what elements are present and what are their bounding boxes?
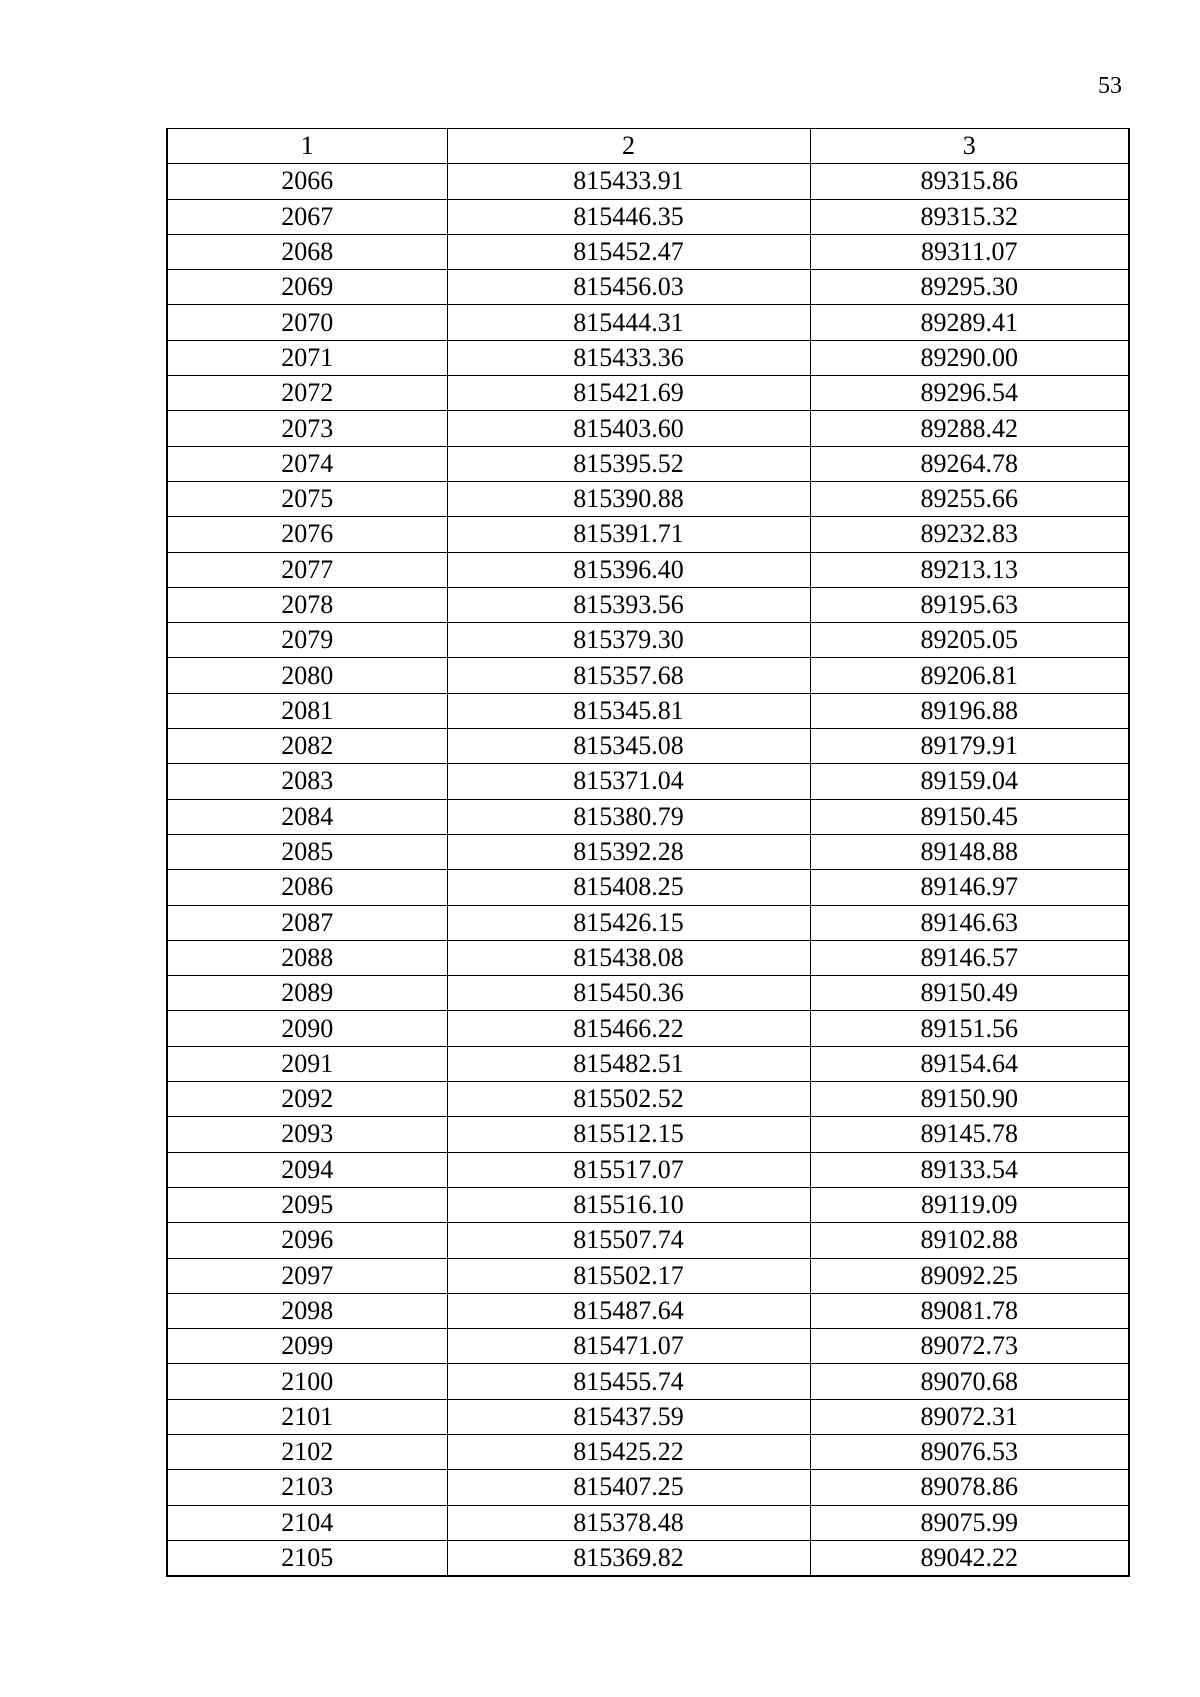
table-row [167, 658, 1129, 693]
x-coordinate-cell: 815425.22 [447, 1434, 810, 1469]
point-number-cell: 2069 [167, 270, 447, 305]
table-row [167, 1399, 1129, 1434]
point-number-cell: 2082 [167, 729, 447, 764]
x-coordinate-cell: 815345.08 [447, 729, 810, 764]
point-number-cell: 2085 [167, 834, 447, 869]
table-row [167, 164, 1129, 199]
table-row [167, 481, 1129, 516]
y-coordinate-cell: 89311.07 [810, 234, 1129, 269]
x-coordinate-cell: 815455.74 [447, 1364, 810, 1399]
point-number-cell: 2087 [167, 905, 447, 940]
x-coordinate-cell: 815421.69 [447, 376, 810, 411]
y-coordinate-cell: 89102.88 [810, 1223, 1129, 1258]
table-row [167, 764, 1129, 799]
page-number: 53 [1098, 73, 1122, 99]
x-coordinate-cell: 815452.47 [447, 234, 810, 269]
y-coordinate-cell: 89315.32 [810, 199, 1129, 234]
header-col-3: 3 [810, 129, 1129, 164]
table-row [167, 199, 1129, 234]
y-coordinate-cell: 89070.68 [810, 1364, 1129, 1399]
table-row [167, 1540, 1129, 1576]
x-coordinate-cell: 815466.22 [447, 1011, 810, 1046]
table-row [167, 976, 1129, 1011]
point-number-cell: 2091 [167, 1046, 447, 1081]
x-coordinate-cell: 815516.10 [447, 1187, 810, 1222]
point-number-cell: 2067 [167, 199, 447, 234]
point-number-cell: 2088 [167, 940, 447, 975]
point-number-cell: 2096 [167, 1223, 447, 1258]
point-number-cell: 2076 [167, 517, 447, 552]
point-number-cell: 2098 [167, 1293, 447, 1328]
table-row [167, 1364, 1129, 1399]
y-coordinate-cell: 89315.86 [810, 164, 1129, 199]
x-coordinate-cell: 815517.07 [447, 1152, 810, 1187]
point-number-cell: 2068 [167, 234, 447, 269]
y-coordinate-cell: 89290.00 [810, 340, 1129, 375]
table-row [167, 517, 1129, 552]
x-coordinate-cell: 815392.28 [447, 834, 810, 869]
x-coordinate-cell: 815437.59 [447, 1399, 810, 1434]
y-coordinate-cell: 89119.09 [810, 1187, 1129, 1222]
y-coordinate-cell: 89148.88 [810, 834, 1129, 869]
table-row [167, 1505, 1129, 1540]
y-coordinate-cell: 89205.05 [810, 623, 1129, 658]
header-col-1: 1 [167, 129, 447, 164]
y-coordinate-cell: 89179.91 [810, 729, 1129, 764]
table-row [167, 1258, 1129, 1293]
table-row [167, 729, 1129, 764]
table-row [167, 552, 1129, 587]
x-coordinate-cell: 815502.17 [447, 1258, 810, 1293]
x-coordinate-cell: 815369.82 [447, 1540, 810, 1576]
y-coordinate-cell: 89042.22 [810, 1540, 1129, 1576]
table-row [167, 340, 1129, 375]
y-coordinate-cell: 89150.90 [810, 1082, 1129, 1117]
table-row [167, 693, 1129, 728]
table-row [167, 623, 1129, 658]
point-number-cell: 2081 [167, 693, 447, 728]
point-number-cell: 2101 [167, 1399, 447, 1434]
point-number-cell: 2090 [167, 1011, 447, 1046]
y-coordinate-cell: 89159.04 [810, 764, 1129, 799]
y-coordinate-cell: 89206.81 [810, 658, 1129, 693]
point-number-cell: 2092 [167, 1082, 447, 1117]
point-number-cell: 2094 [167, 1152, 447, 1187]
y-coordinate-cell: 89150.45 [810, 799, 1129, 834]
header-col-2: 2 [447, 129, 810, 164]
header-row [167, 129, 1129, 164]
x-coordinate-cell: 815502.52 [447, 1082, 810, 1117]
y-coordinate-cell: 89288.42 [810, 411, 1129, 446]
table-row [167, 1011, 1129, 1046]
x-coordinate-cell: 815391.71 [447, 517, 810, 552]
y-coordinate-cell: 89081.78 [810, 1293, 1129, 1328]
table-row [167, 1187, 1129, 1222]
table-body [167, 164, 1129, 1576]
table-row [167, 446, 1129, 481]
point-number-cell: 2079 [167, 623, 447, 658]
point-number-cell: 2099 [167, 1329, 447, 1364]
x-coordinate-cell: 815345.81 [447, 693, 810, 728]
y-coordinate-cell: 89078.86 [810, 1470, 1129, 1505]
point-number-cell: 2105 [167, 1540, 447, 1576]
table-row [167, 305, 1129, 340]
table-row [167, 940, 1129, 975]
y-coordinate-cell: 89295.30 [810, 270, 1129, 305]
table-row [167, 1293, 1129, 1328]
y-coordinate-cell: 89092.25 [810, 1258, 1129, 1293]
table-row [167, 905, 1129, 940]
point-number-cell: 2071 [167, 340, 447, 375]
table-row [167, 834, 1129, 869]
table-row [167, 1117, 1129, 1152]
point-number-cell: 2078 [167, 587, 447, 622]
table-row [167, 1082, 1129, 1117]
y-coordinate-cell: 89146.97 [810, 870, 1129, 905]
point-number-cell: 2097 [167, 1258, 447, 1293]
point-number-cell: 2072 [167, 376, 447, 411]
x-coordinate-cell: 815371.04 [447, 764, 810, 799]
point-number-cell: 2073 [167, 411, 447, 446]
point-number-cell: 2100 [167, 1364, 447, 1399]
point-number-cell: 2089 [167, 976, 447, 1011]
x-coordinate-cell: 815456.03 [447, 270, 810, 305]
x-coordinate-cell: 815482.51 [447, 1046, 810, 1081]
x-coordinate-cell: 815433.91 [447, 164, 810, 199]
x-coordinate-cell: 815426.15 [447, 905, 810, 940]
x-coordinate-cell: 815390.88 [447, 481, 810, 516]
x-coordinate-cell: 815446.35 [447, 199, 810, 234]
x-coordinate-cell: 815512.15 [447, 1117, 810, 1152]
y-coordinate-cell: 89146.63 [810, 905, 1129, 940]
y-coordinate-cell: 89076.53 [810, 1434, 1129, 1469]
point-number-cell: 2083 [167, 764, 447, 799]
y-coordinate-cell: 89150.49 [810, 976, 1129, 1011]
y-coordinate-cell: 89075.99 [810, 1505, 1129, 1540]
table-row [167, 1434, 1129, 1469]
table-header [167, 129, 1129, 164]
x-coordinate-cell: 815378.48 [447, 1505, 810, 1540]
table-row [167, 270, 1129, 305]
point-number-cell: 2102 [167, 1434, 447, 1469]
table-row [167, 1046, 1129, 1081]
x-coordinate-cell: 815444.31 [447, 305, 810, 340]
x-coordinate-cell: 815438.08 [447, 940, 810, 975]
x-coordinate-cell: 815408.25 [447, 870, 810, 905]
x-coordinate-cell: 815379.30 [447, 623, 810, 658]
x-coordinate-cell: 815393.56 [447, 587, 810, 622]
table-row [167, 1152, 1129, 1187]
point-number-cell: 2075 [167, 481, 447, 516]
y-coordinate-cell: 89072.31 [810, 1399, 1129, 1434]
point-number-cell: 2095 [167, 1187, 447, 1222]
table-row [167, 234, 1129, 269]
y-coordinate-cell: 89255.66 [810, 481, 1129, 516]
x-coordinate-cell: 815450.36 [447, 976, 810, 1011]
x-coordinate-cell: 815380.79 [447, 799, 810, 834]
x-coordinate-cell: 815407.25 [447, 1470, 810, 1505]
y-coordinate-cell: 89289.41 [810, 305, 1129, 340]
x-coordinate-cell: 815433.36 [447, 340, 810, 375]
table-row [167, 799, 1129, 834]
point-number-cell: 2070 [167, 305, 447, 340]
point-number-cell: 2066 [167, 164, 447, 199]
y-coordinate-cell: 89154.64 [810, 1046, 1129, 1081]
y-coordinate-cell: 89213.13 [810, 552, 1129, 587]
point-number-cell: 2084 [167, 799, 447, 834]
y-coordinate-cell: 89196.88 [810, 693, 1129, 728]
x-coordinate-cell: 815395.52 [447, 446, 810, 481]
table-row [167, 411, 1129, 446]
x-coordinate-cell: 815396.40 [447, 552, 810, 587]
table-row [167, 1329, 1129, 1364]
y-coordinate-cell: 89232.83 [810, 517, 1129, 552]
table-row [167, 376, 1129, 411]
point-number-cell: 2086 [167, 870, 447, 905]
y-coordinate-cell: 89264.78 [810, 446, 1129, 481]
x-coordinate-cell: 815357.68 [447, 658, 810, 693]
x-coordinate-cell: 815471.07 [447, 1329, 810, 1364]
point-number-cell: 2077 [167, 552, 447, 587]
table-row [167, 1223, 1129, 1258]
y-coordinate-cell: 89151.56 [810, 1011, 1129, 1046]
y-coordinate-cell: 89146.57 [810, 940, 1129, 975]
table-row [167, 587, 1129, 622]
y-coordinate-cell: 89145.78 [810, 1117, 1129, 1152]
table-row [167, 870, 1129, 905]
point-number-cell: 2103 [167, 1470, 447, 1505]
x-coordinate-cell: 815487.64 [447, 1293, 810, 1328]
point-number-cell: 2104 [167, 1505, 447, 1540]
y-coordinate-cell: 89195.63 [810, 587, 1129, 622]
point-number-cell: 2074 [167, 446, 447, 481]
point-number-cell: 2093 [167, 1117, 447, 1152]
y-coordinate-cell: 89133.54 [810, 1152, 1129, 1187]
y-coordinate-cell: 89072.73 [810, 1329, 1129, 1364]
table-row [167, 1470, 1129, 1505]
x-coordinate-cell: 815403.60 [447, 411, 810, 446]
coordinates-table [166, 128, 1130, 1577]
y-coordinate-cell: 89296.54 [810, 376, 1129, 411]
x-coordinate-cell: 815507.74 [447, 1223, 810, 1258]
point-number-cell: 2080 [167, 658, 447, 693]
